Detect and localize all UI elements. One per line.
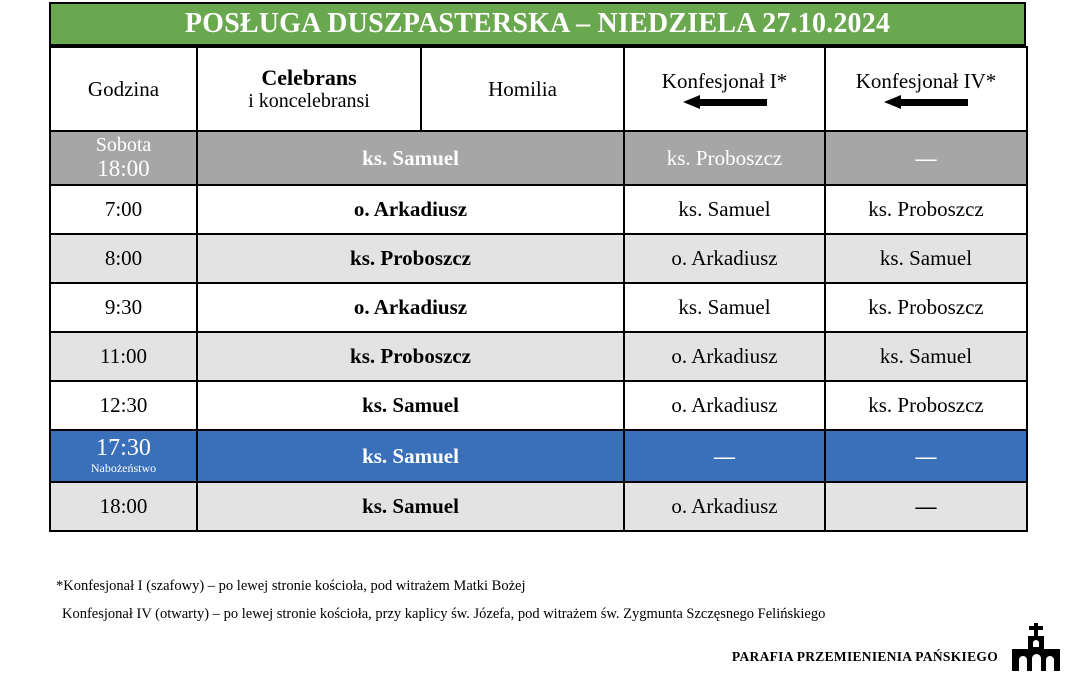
column-header-godzina: Godzina — [50, 47, 197, 131]
cell-konfesjonal-4: — — [825, 482, 1027, 531]
table-row — [50, 430, 1027, 482]
table-row — [50, 283, 1027, 332]
column-header-homilia: Homilia — [421, 47, 624, 131]
cell-celebrans: ks. Samuel — [197, 430, 624, 482]
column-header-konfesjonal-1 — [624, 47, 825, 131]
cell-konfesjonal-4: ks. Proboszcz — [825, 283, 1027, 332]
cell-hour: 18:00 — [50, 482, 197, 531]
page-title-bar — [49, 2, 1026, 46]
cell-celebrans: ks. Samuel — [197, 482, 624, 531]
cell-hour: 8:00 — [50, 234, 197, 283]
column-header-konfesjonal-4-label: Konfesjonał IV* — [855, 69, 997, 94]
table-row — [50, 332, 1027, 381]
church-icon — [1008, 623, 1064, 671]
cell-celebrans: ks. Proboszcz — [197, 332, 624, 381]
cell-hour: 7:00 — [50, 185, 197, 234]
cell-konfesjonal-1: ks. Samuel — [624, 283, 825, 332]
column-header-celebrans-label: Celebrans — [261, 64, 357, 90]
cell-konfesjonal-4: — — [825, 430, 1027, 482]
schedule-table — [49, 46, 1028, 532]
cell-celebrans: o. Arkadiusz — [197, 283, 624, 332]
cell-hour: 9:30 — [50, 283, 197, 332]
column-header-konfesjonal-4 — [825, 47, 1027, 131]
cell-hour — [50, 430, 197, 482]
cell-konfesjonal-4: ks. Samuel — [825, 234, 1027, 283]
column-header-celebrans — [197, 47, 421, 131]
column-header-celebrans-sublabel: i koncelebransi — [248, 90, 370, 113]
cell-konfesjonal-1: o. Arkadiusz — [624, 332, 825, 381]
table-row — [50, 234, 1027, 283]
table-body — [50, 131, 1027, 531]
cell-hour-line1: Sobota — [95, 134, 152, 157]
cell-konfesjonal-1: o. Arkadiusz — [624, 482, 825, 531]
cell-hour — [50, 131, 197, 185]
cell-konfesjonal-1: o. Arkadiusz — [624, 234, 825, 283]
cell-hour-line1: 17:30 — [96, 435, 151, 462]
footnote-konfesjonal-4: Konfesjonał IV (otwarty) – po lewej stronie kościoła, przy kaplicy św. Józefa, pod witrażem św. Zygmunta Szczęsnego Felińskiego — [62, 605, 826, 622]
cell-konfesjonal-1: ks. Proboszcz — [624, 131, 825, 185]
footnotes — [56, 578, 1016, 622]
cell-hour-line2: 18:00 — [97, 156, 150, 182]
table-row — [50, 381, 1027, 430]
cell-hour: 12:30 — [50, 381, 197, 430]
arrow-left-icon — [884, 95, 968, 109]
table-row — [50, 131, 1027, 185]
footnote-konfesjonal-1: *Konfesjonał I (szafowy) – po lewej stronie kościoła, pod witrażem Matki Bożej — [56, 578, 526, 594]
cell-konfesjonal-1: ks. Samuel — [624, 185, 825, 234]
cell-celebrans: ks. Proboszcz — [197, 234, 624, 283]
arrow-left-icon — [683, 95, 767, 109]
table-row — [50, 482, 1027, 531]
cell-hour: 11:00 — [50, 332, 197, 381]
cell-konfesjonal-4: ks. Proboszcz — [825, 381, 1027, 430]
table-row — [50, 185, 1027, 234]
cell-celebrans: ks. Samuel — [197, 131, 624, 185]
cell-celebrans: ks. Samuel — [197, 381, 624, 430]
cell-konfesjonal-4: ks. Proboszcz — [825, 185, 1027, 234]
cell-celebrans: o. Arkadiusz — [197, 185, 624, 234]
cell-konfesjonal-4: — — [825, 131, 1027, 185]
parish-footer — [732, 623, 1064, 671]
column-header-konfesjonal-1-label: Konfesjonał I* — [661, 69, 788, 94]
parish-name: PARAFIA PRZEMIENIENIA PAŃSKIEGO — [731, 649, 998, 664]
table-header-row — [50, 47, 1027, 131]
table-header — [50, 47, 1027, 131]
page-title: POSŁUGA DUSZPASTERSKA – NIEDZIELA 27.10.2024 — [184, 8, 891, 39]
cell-konfesjonal-1: — — [624, 430, 825, 482]
cell-konfesjonal-4: ks. Samuel — [825, 332, 1027, 381]
cell-hour-note: Nabożeństwo — [90, 461, 157, 476]
cell-konfesjonal-1: o. Arkadiusz — [624, 381, 825, 430]
